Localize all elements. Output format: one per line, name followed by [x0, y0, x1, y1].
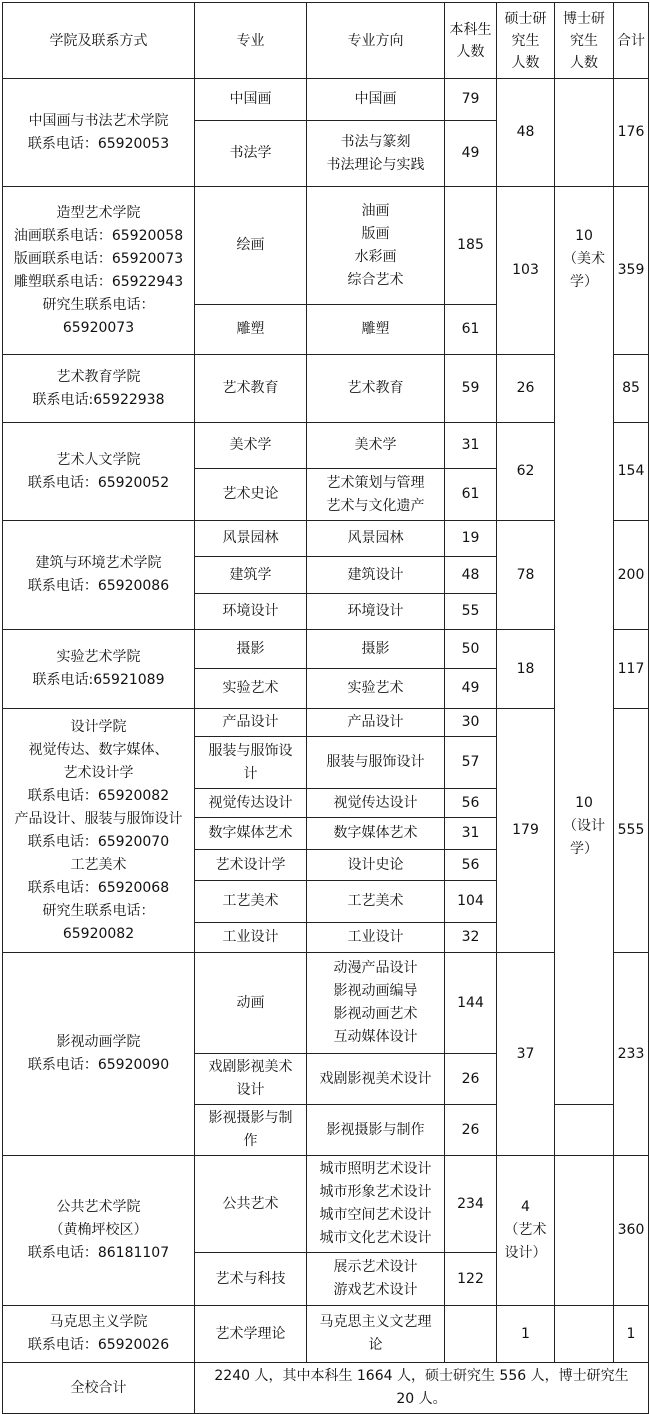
total-cell: 1: [614, 1306, 649, 1363]
header-doctor: 博士研 究生 人数: [555, 3, 614, 79]
master-cell: 1: [497, 1306, 555, 1363]
footer-label: 全校合计: [3, 1363, 195, 1414]
direction-cell: 艺术教育: [307, 355, 445, 423]
major-cell: 风景园林: [195, 521, 307, 557]
undergrad-cell: 104: [445, 881, 497, 923]
major-cell: 环境设计: [195, 594, 307, 630]
undergrad-cell: 122: [445, 1253, 497, 1306]
major-cell: 数字媒体艺术: [195, 818, 307, 850]
master-cell: 103: [497, 187, 555, 355]
master-cell: 48: [497, 79, 555, 187]
major-cell: 美术学: [195, 423, 307, 469]
enrollment-table: [2, 2, 649, 1414]
college-cell: 实验艺术学院 联系电话:65921089: [3, 630, 195, 709]
direction-cell: 服装与服饰设计: [307, 737, 445, 789]
undergrad-cell: 48: [445, 557, 497, 594]
undergrad-cell: 49: [445, 669, 497, 709]
major-cell: 影视摄影与制 作: [195, 1105, 307, 1156]
undergrad-cell: 49: [445, 121, 497, 187]
direction-cell: 实验艺术: [307, 669, 445, 709]
direction-cell: 建筑设计: [307, 557, 445, 594]
master-cell: 18: [497, 630, 555, 709]
direction-cell: 雕塑: [307, 305, 445, 355]
direction-cell: 动漫产品设计 影视动画编导 影视动画艺术 互动媒体设计: [307, 953, 445, 1054]
direction-cell: 展示艺术设计 游戏艺术设计: [307, 1253, 445, 1306]
direction-cell: 马克思主义文艺理 论: [307, 1306, 445, 1363]
direction-cell: 摄影: [307, 630, 445, 669]
master-cell: 4 （艺术 设计）: [497, 1156, 555, 1306]
direction-cell: 书法与篆刻 书法理论与实践: [307, 121, 445, 187]
college-cell: 影视动画学院 联系电话：65920090: [3, 953, 195, 1156]
undergrad-cell: 50: [445, 630, 497, 669]
header-college: 学院及联系方式: [3, 3, 195, 79]
major-cell: 雕塑: [195, 305, 307, 355]
undergrad-cell: 32: [445, 923, 497, 953]
footer-summary: 2240 人，其中本科生 1664 人，硕士研究生 556 人，博士研究生 20 人。: [195, 1363, 649, 1414]
table-row: [3, 355, 649, 423]
major-cell: 服装与服饰设 计: [195, 737, 307, 789]
major-cell: 书法学: [195, 121, 307, 187]
undergrad-cell: 61: [445, 469, 497, 521]
total-cell: 233: [614, 953, 649, 1156]
header-direction: 专业方向: [307, 3, 445, 79]
total-cell: 154: [614, 423, 649, 521]
doctor-value-art: 10 （美术 学）: [563, 228, 605, 290]
doctor-cell: [555, 187, 614, 1105]
direction-cell: 工艺美术: [307, 881, 445, 923]
college-cell: 设计学院 视觉传达、数字媒体、 艺术设计学 联系电话：65920082 产品设计、服装与服饰设计 联系电话：65920070 工艺美术 联系电话：65920068 研究生联系电话： 65920082: [3, 709, 195, 953]
college-cell: 造型艺术学院 油画联系电话：65920058 版画联系电话：65920073 雕塑联系电话：65922943 研究生联系电话： 65920073: [3, 187, 195, 355]
undergrad-cell: 61: [445, 305, 497, 355]
major-cell: 产品设计: [195, 709, 307, 737]
major-cell: 艺术与科技: [195, 1253, 307, 1306]
major-cell: 实验艺术: [195, 669, 307, 709]
major-cell: 动画: [195, 953, 307, 1054]
table-row: [3, 709, 649, 737]
major-cell: 工业设计: [195, 923, 307, 953]
header-undergrad: 本科生 人数: [445, 3, 497, 79]
college-cell: 建筑与环境艺术学院 联系电话：65920086: [3, 521, 195, 630]
undergrad-cell: 79: [445, 79, 497, 121]
direction-cell: 数字媒体艺术: [307, 818, 445, 850]
footer-row: [3, 1363, 649, 1414]
undergrad-cell: 234: [445, 1156, 497, 1253]
master-cell: 37: [497, 953, 555, 1156]
direction-cell: 城市照明艺术设计 城市形象艺术设计 城市空间艺术设计 城市文化艺术设计: [307, 1156, 445, 1253]
undergrad-cell: [445, 1306, 497, 1363]
doctor-cell: [555, 1306, 614, 1363]
master-cell: 179: [497, 709, 555, 953]
total-cell: 117: [614, 630, 649, 709]
direction-cell: 中国画: [307, 79, 445, 121]
table-row: [3, 423, 649, 469]
major-cell: 建筑学: [195, 557, 307, 594]
header-row: [3, 3, 649, 79]
undergrad-cell: 185: [445, 187, 497, 305]
major-cell: 中国画: [195, 79, 307, 121]
college-cell: 中国画与书法艺术学院 联系电话：65920053: [3, 79, 195, 187]
major-cell: 艺术学理论: [195, 1306, 307, 1363]
doctor-cell: [555, 1156, 614, 1306]
college-cell: 马克思主义学院 联系电话：65920026: [3, 1306, 195, 1363]
table-row: [3, 1156, 649, 1253]
header-major: 专业: [195, 3, 307, 79]
undergrad-cell: 56: [445, 850, 497, 881]
master-cell: 62: [497, 423, 555, 521]
direction-cell: 风景园林: [307, 521, 445, 557]
undergrad-cell: 26: [445, 1105, 497, 1156]
table-row: [3, 953, 649, 1054]
undergrad-cell: 31: [445, 423, 497, 469]
major-cell: 绘画: [195, 187, 307, 305]
major-cell: 艺术史论: [195, 469, 307, 521]
major-cell: 艺术教育: [195, 355, 307, 423]
undergrad-cell: 26: [445, 1054, 497, 1105]
direction-cell: 影视摄影与制作: [307, 1105, 445, 1156]
undergrad-cell: 19: [445, 521, 497, 557]
undergrad-cell: 55: [445, 594, 497, 630]
total-cell: 85: [614, 355, 649, 423]
master-cell: 78: [497, 521, 555, 630]
total-cell: 200: [614, 521, 649, 630]
college-cell: 公共艺术学院 （黄桷坪校区） 联系电话：86181107: [3, 1156, 195, 1306]
major-cell: 视觉传达设计: [195, 789, 307, 818]
major-cell: 工艺美术: [195, 881, 307, 923]
header-master: 硕士研 究生 人数: [497, 3, 555, 79]
direction-cell: 环境设计: [307, 594, 445, 630]
table-row: [3, 630, 649, 669]
undergrad-cell: 59: [445, 355, 497, 423]
total-cell: 176: [614, 79, 649, 187]
major-cell: 戏剧影视美术 设计: [195, 1054, 307, 1105]
direction-cell: 工业设计: [307, 923, 445, 953]
table-row: [3, 1306, 649, 1363]
undergrad-cell: 144: [445, 953, 497, 1054]
direction-cell: 戏剧影视美术设计: [307, 1054, 445, 1105]
undergrad-cell: 31: [445, 818, 497, 850]
major-cell: 摄影: [195, 630, 307, 669]
doctor-value-design: 10 （设计 学）: [563, 795, 605, 857]
total-cell: 555: [614, 709, 649, 953]
undergrad-cell: 30: [445, 709, 497, 737]
undergrad-cell: 56: [445, 789, 497, 818]
undergrad-cell: 57: [445, 737, 497, 789]
major-cell: 艺术设计学: [195, 850, 307, 881]
table-row: [3, 79, 649, 121]
header-total: 合计: [614, 3, 649, 79]
doctor-cell: [555, 79, 614, 187]
table-row: [3, 521, 649, 557]
master-cell: 26: [497, 355, 555, 423]
college-cell: 艺术教育学院 联系电话:65922938: [3, 355, 195, 423]
college-cell: 艺术人文学院 联系电话：65920052: [3, 423, 195, 521]
total-cell: 360: [614, 1156, 649, 1306]
direction-cell: 美术学: [307, 423, 445, 469]
direction-cell: 产品设计: [307, 709, 445, 737]
major-cell: 公共艺术: [195, 1156, 307, 1253]
direction-cell: 设计史论: [307, 850, 445, 881]
direction-cell: 视觉传达设计: [307, 789, 445, 818]
direction-cell: 艺术策划与管理 艺术与文化遗产: [307, 469, 445, 521]
table-row: [3, 187, 649, 305]
total-cell: 359: [614, 187, 649, 355]
direction-cell: 油画 版画 水彩画 综合艺术: [307, 187, 445, 305]
